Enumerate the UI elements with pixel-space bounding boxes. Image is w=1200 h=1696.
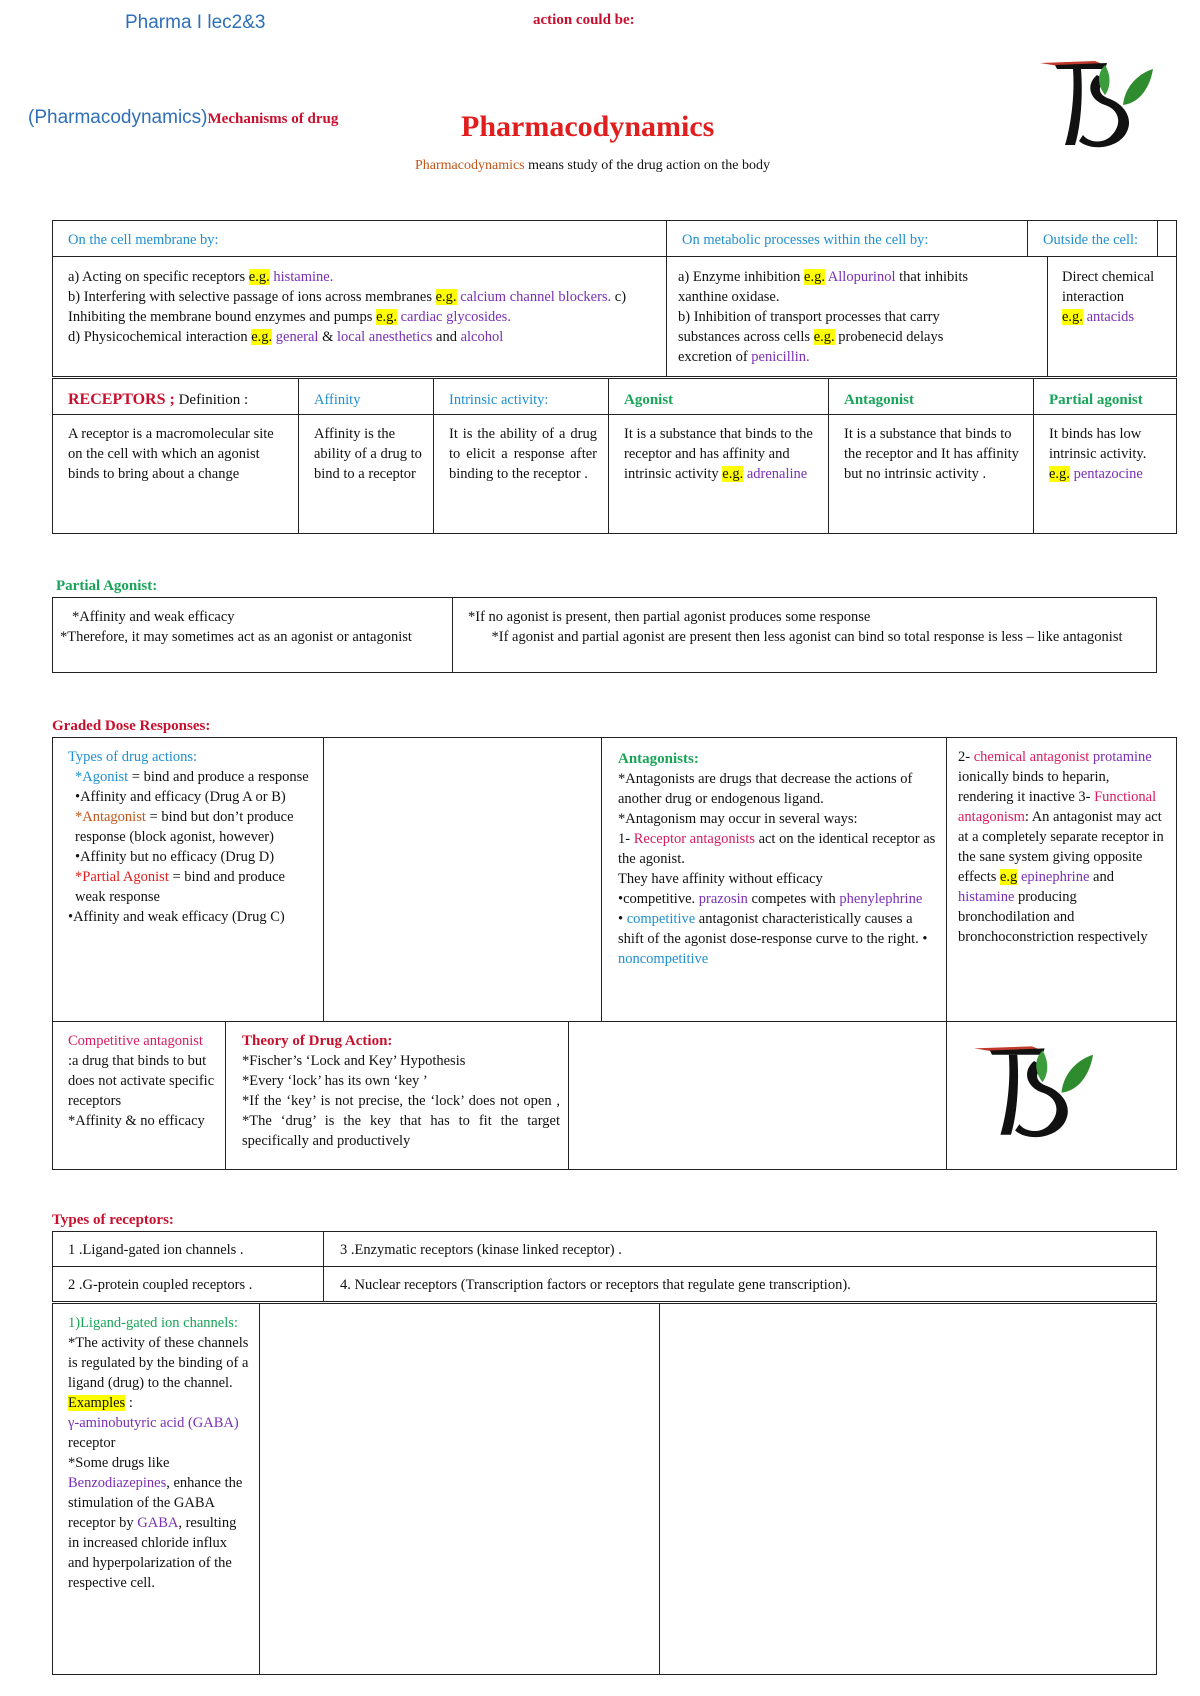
receptor-definition: A receptor is a macromolecular site on the cell with which an agonist binds to bring about a change xyxy=(68,426,274,482)
action-could-be: action could be: xyxy=(533,12,635,28)
partial-agonist-right: *If no agonist is present, then partial agonist produces some response *If agonist and partial agonist are present then less agonist can bind so total response is less – like antagonist xyxy=(468,609,1123,645)
definition xyxy=(415,156,795,175)
membrane-cell: a) Acting on specific receptors e.g. histamine. b) Interfering with selective passage of ions across membranes e.g. calcium channel blockers. c) Inhibiting the membrane bound enzymes and pumps e.g. cardiac glycosides. d) Physicochemical interaction e.g. general & local anesthetics and alcohol xyxy=(68,269,627,345)
mechanisms-label: Mechanisms of drug xyxy=(207,111,339,127)
subtitle-line xyxy=(28,107,338,129)
affinity-header: Affinity xyxy=(314,392,361,408)
types-receptors-heading: Types of receptors: xyxy=(52,1212,174,1228)
ligand-gated-cell: 1)Ligand-gated ion channels: *The activity of these channels is regulated by the binding of a ligand (drug) to the channel. Examples : γ-aminobutyric acid (GABA) receptor *Some drugs like Benzodiazepines, enhance the stimulation of the GABA receptor by GABA, resulting in increased chloride influx and hyperpolarization of the respective cell. xyxy=(68,1315,249,1591)
partial-agonist-header: Partial agonist xyxy=(1049,392,1143,408)
page-title: Pharmacodynamics xyxy=(461,110,715,143)
ts-logo xyxy=(1035,55,1155,150)
partial-agonist-definition: It binds has low intrinsic activity. e.g. pentazocine xyxy=(1049,426,1147,482)
chemical-functional-cell: 2- chemical antagonist protamine ionically binds to heparin, rendering it inactive 3- Functional antagonism: An antagonist may act at a completely separate receptor in the sane system giving opposite effects e.g epinephrine and histamine producing bronchodilation and bronchoconstriction respectively xyxy=(958,749,1164,945)
receptor-type-3: 3 .Enzymatic receptors (kinase linked receptor) . xyxy=(340,1242,622,1258)
header-cell-membrane: On the cell membrane by: xyxy=(68,232,219,248)
receptor-type-1: 1 .Ligand-gated ion channels . xyxy=(68,1242,244,1258)
header-outside-cell: Outside the cell: xyxy=(1043,232,1139,248)
antagonist-header: Antagonist xyxy=(844,392,915,408)
agonist-header: Agonist xyxy=(624,392,674,408)
receptor-type-2: 2 .G-protein coupled receptors . xyxy=(68,1277,253,1293)
receptors-header: RECEPTORS ; Definition : xyxy=(68,391,249,408)
definition-term: Pharmacodynamics xyxy=(415,158,525,173)
outside-cell: Direct chemical interaction e.g. antacids xyxy=(1062,269,1155,325)
partial-agonist-left: *Affinity and weak efficacy *Therefore, it may sometimes act as an agonist or antagonist xyxy=(60,609,412,645)
antagonist-definition: It is a substance that binds to the receptor and It has affinity but no intrinsic activity . xyxy=(844,426,1019,482)
partial-agonist-heading: Partial Agonist: xyxy=(56,578,158,594)
affinity-definition: Affinity is the ability of a drug to bind to a receptor xyxy=(314,426,422,482)
receptor-type-4: 4. Nuclear receptors (Transcription factors or receptors that regulate gene transcription). xyxy=(340,1277,851,1293)
intrinsic-definition: It is the ability of a drug to elicit a response after binding to the receptor . xyxy=(449,426,597,482)
agonist-definition: It is a substance that binds to the receptor and has affinity and intrinsic activity e.g. adrenaline xyxy=(624,426,813,482)
metabolic-cell: a) Enzyme inhibition e.g. Allopurinol that inhibits xanthine oxidase. b) Inhibition of transport processes that carry substances across cells e.g. probenecid delays excretion of penicillin. xyxy=(678,269,968,365)
antagonists-cell: Antagonists: *Antagonists are drugs that decrease the actions of another drug or endogenous ligand. *Antagonism may occur in several ways: 1- Receptor antagonists act on the identical receptor as the agonist. They have affinity without efficacy •competitive. prazosin competes with phenylephrine • competitive antagonist characteristically causes a shift of the agonist dose-response curve to the right. • noncompetitive xyxy=(618,751,936,967)
intrinsic-header: Intrinsic activity: xyxy=(449,392,549,408)
graded-heading: Graded Dose Responses: xyxy=(52,718,211,734)
header-metabolic: On metabolic processes within the cell by: xyxy=(682,232,929,248)
types-drug-actions: Types of drug actions: *Agonist = bind and produce a response •Affinity and efficacy (Drug A or B) *Antagonist = bind but don’t produce response (block agonist, however) •Affinity but no efficacy (Drug D) *Partial Agonist = bind and produce weak response •Affinity and weak efficacy (Drug C) xyxy=(68,749,309,925)
course-label: Pharma I lec2&3 xyxy=(125,12,266,33)
theory-cell: Theory of Drug Action: *Fischer’s ‘Lock and Key’ Hypothesis *Every ‘lock’ has its own ‘key ’ *If the ‘key’ is not precise, the ‘lock’ does not open , *The ‘drug’ is the key that has to fit the target specifically and productively xyxy=(242,1033,560,1149)
competitive-antagonist-cell: Competitive antagonist :a drug that binds to but does not activate specific receptors *Affinity & no efficacy xyxy=(68,1033,215,1129)
paren-title: (Pharmacodynamics) xyxy=(28,107,208,128)
ts-logo-bottom xyxy=(968,1040,1096,1140)
definition-rest: means study of the drug action on the body xyxy=(524,158,770,173)
